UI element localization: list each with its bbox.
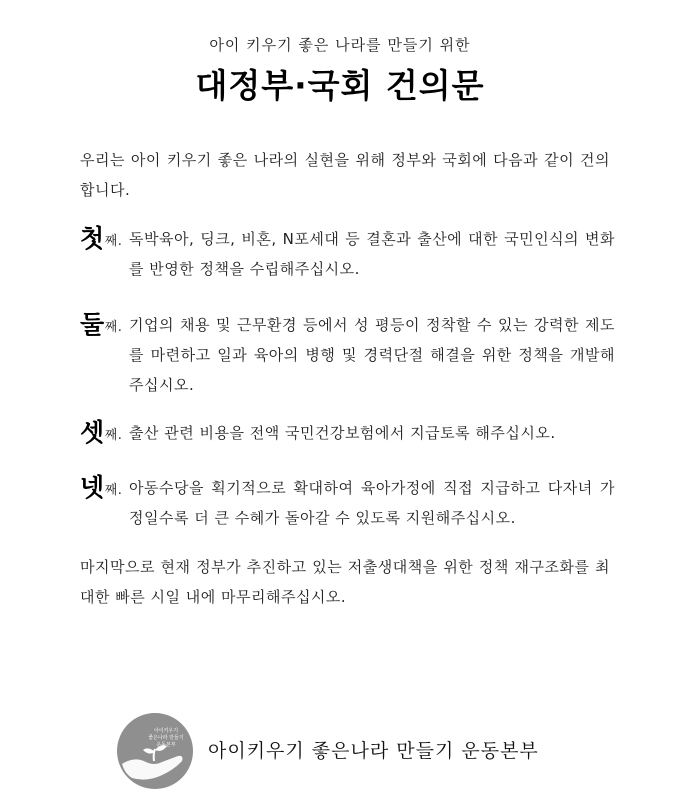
list-item-marker — [80, 310, 122, 343]
list-item-3 — [80, 418, 615, 448]
list-item-1 — [80, 224, 615, 284]
footer — [116, 712, 576, 792]
logo-text-line-3: 운동본부 — [156, 742, 176, 748]
list-item-text: 아동수당을 획기적으로 확대하여 육아가정에 직접 지급하고 다자녀 가정일수록 더 큰 수혜가 돌아갈 수 있도록 지원해주십시오. — [129, 479, 615, 527]
document-title: 대정부·국회 건의문 — [195, 66, 485, 105]
list-item-text: 독박육아, 딩크, 비혼, N포세대 등 결혼과 출산에 대한 국민인식의 변화를 반영한 정책을 수립해주십시오. — [129, 230, 615, 278]
ordinal-glyph: 셋 — [80, 418, 105, 447]
list-item-marker — [80, 418, 122, 451]
ordinal-suffix: 째. — [104, 483, 123, 498]
ordinal-glyph: 넷 — [80, 473, 105, 502]
intro-paragraph: 우리는 아이 키우기 좋은 나라의 실현을 위해 정부와 국회에 다음과 같이 건의 합니다. — [80, 151, 610, 199]
ordinal-suffix: 째. — [104, 234, 123, 249]
ordinal-glyph: 첫 — [80, 224, 105, 253]
ordinal-suffix: 째. — [104, 428, 123, 443]
list-item-marker — [80, 473, 122, 506]
ordinal-suffix: 째. — [104, 320, 123, 335]
list-item-4 — [80, 473, 615, 533]
hands-sprout-emblem-icon — [116, 712, 194, 790]
list-item-2 — [80, 310, 615, 400]
list-item-marker — [80, 224, 122, 257]
organization-name: 아이키우기 좋은나라 만들기 운동본부 — [208, 740, 539, 762]
document-subtitle: 아이 키우기 좋은 나라를 만들기 위한 — [209, 36, 471, 54]
list-item-text: 기업의 채용 및 근무환경 등에서 성 평등이 정착할 수 있는 강력한 제도를 마련하고 일과 육아의 병행 및 경력단절 해결을 위한 정책을 개발해주십시오. — [129, 316, 615, 394]
logo-text-line-2: 좋은나라 만들기 — [148, 735, 184, 741]
ordinal-glyph: 둘 — [80, 310, 105, 339]
list-item-text: 출산 관련 비용을 전액 국민건강보험에서 지급토록 해주십시오. — [129, 424, 556, 442]
logo-text-line-1: 아이키우기 — [153, 728, 179, 734]
closing-paragraph: 마지막으로 현재 정부가 추진하고 있는 저출생대책을 위한 정책 재구조화를 최대한 빠른 시일 내에 마무리해주십시오. — [80, 558, 610, 606]
